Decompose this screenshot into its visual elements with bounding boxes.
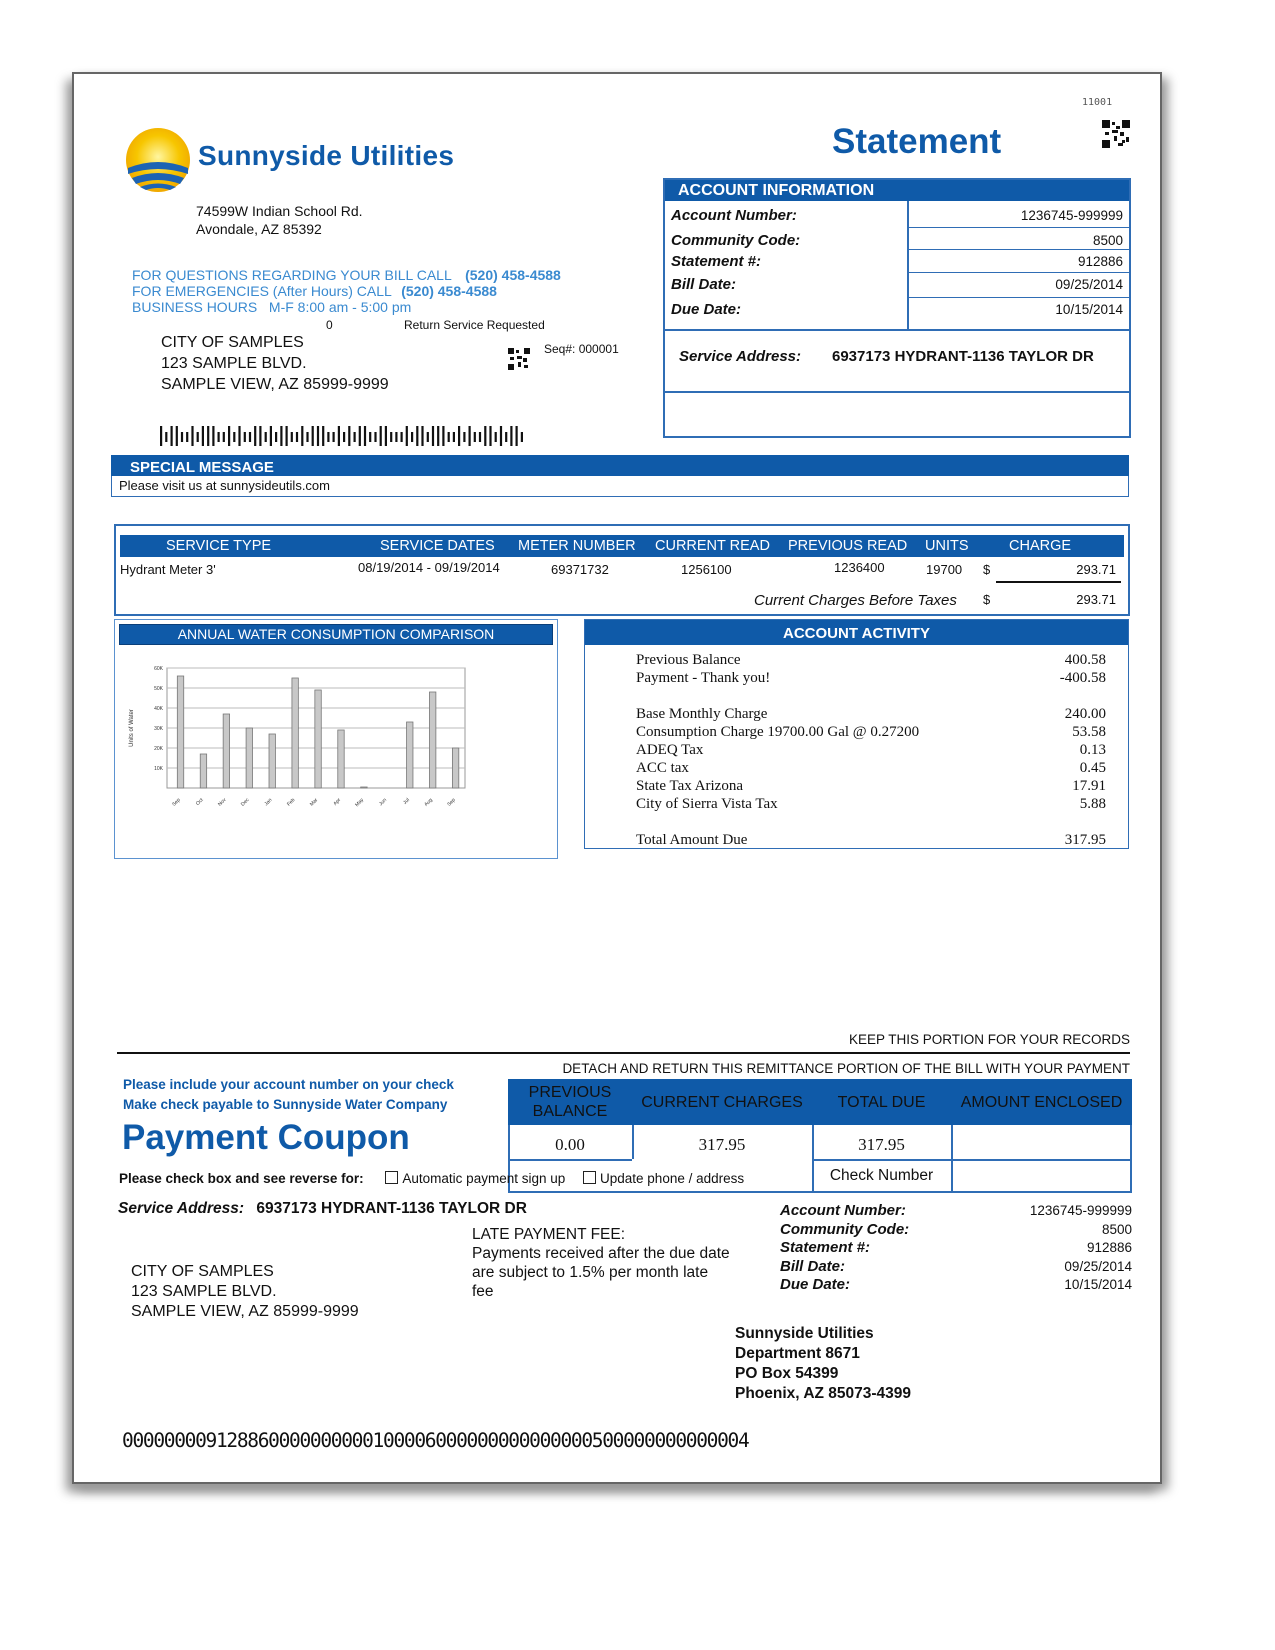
barcode-bar bbox=[317, 426, 319, 446]
late-fee-title: LATE PAYMENT FEE: bbox=[472, 1226, 626, 1243]
activity-item-label: Consumption Charge 19700.00 Gal @ 0.27200 bbox=[636, 724, 920, 740]
barcode-bar bbox=[207, 426, 209, 446]
company-address-2: Avondale, AZ 85392 bbox=[196, 221, 322, 237]
payment-coupon-title: Payment Coupon bbox=[122, 1118, 410, 1157]
remit-city: Phoenix, AZ 85073-4399 bbox=[735, 1385, 912, 1402]
account-info-value: 1236745-999999 bbox=[1020, 208, 1123, 223]
coupon-value: 317.95 bbox=[858, 1135, 905, 1154]
barcode-bar bbox=[233, 432, 235, 442]
chart-xtick-label: Oct bbox=[194, 797, 205, 807]
amount-enclosed-field[interactable] bbox=[951, 1130, 1132, 1160]
questions-label: FOR QUESTIONS REGARDING YOUR BILL CALL bbox=[132, 267, 452, 283]
service-table-header bbox=[120, 535, 1124, 557]
subtotal-label: Current Charges Before Taxes bbox=[754, 592, 957, 609]
account-info-label: Account Number: bbox=[671, 207, 797, 224]
activity-item-label: State Tax Arizona bbox=[636, 778, 743, 794]
cell-currency: $ bbox=[983, 562, 991, 577]
account-info-divider bbox=[665, 329, 1129, 331]
keep-portion-text: KEEP THIS PORTION FOR YOUR RECORDS bbox=[848, 1032, 1130, 1047]
barcode-bar bbox=[296, 432, 298, 442]
special-message-text: Please visit us at sunnysideutils.com bbox=[111, 476, 1129, 497]
barcode-bar bbox=[275, 432, 277, 442]
barcode-bar bbox=[521, 432, 523, 442]
activity-item-value: 17.91 bbox=[1072, 778, 1106, 794]
chart-xtick-label: Mar bbox=[308, 797, 320, 808]
chart-xtick-label: Sep bbox=[171, 797, 182, 808]
cell-charge: 293.71 bbox=[1076, 562, 1116, 577]
account-info-row-line bbox=[907, 297, 1129, 298]
barcode-bar bbox=[432, 426, 434, 446]
service-column-header: PREVIOUS READ bbox=[788, 538, 908, 554]
barcode-bar bbox=[348, 426, 350, 446]
activity-item-label: Payment - Thank you! bbox=[636, 670, 771, 686]
autopay-option[interactable] bbox=[385, 1171, 565, 1186]
barcode-bar bbox=[301, 426, 303, 446]
business-hours: BUSINESS HOURS M-F 8:00 am - 5:00 pm bbox=[132, 299, 412, 315]
seq-number: Seq#: 000001 bbox=[544, 342, 619, 356]
barcode-bar bbox=[369, 432, 371, 442]
account-info-value: 912886 bbox=[1077, 254, 1123, 269]
chart-title: ANNUAL WATER CONSUMPTION COMPARISON bbox=[119, 624, 553, 645]
service-table bbox=[114, 524, 1130, 616]
account-info-row-line bbox=[907, 227, 1129, 228]
barcode-bar bbox=[421, 426, 423, 446]
coupon-account-label: Bill Date: bbox=[780, 1257, 846, 1275]
remit-address bbox=[735, 1324, 911, 1404]
chart-xtick-label: Jul bbox=[402, 797, 411, 806]
barcode-bar bbox=[254, 426, 256, 446]
account-info-value: 10/15/2014 bbox=[1055, 302, 1123, 317]
cell-previous-read: 1236400 bbox=[834, 560, 885, 575]
barcode-bar bbox=[442, 426, 444, 446]
barcode-bar bbox=[479, 432, 481, 442]
coupon-account-label: Account Number: bbox=[780, 1202, 906, 1219]
service-column-header: CURRENT READ bbox=[655, 538, 770, 554]
coupon-column-header: TOTAL DUE bbox=[837, 1093, 926, 1111]
barcode-bar bbox=[343, 432, 345, 442]
service-column-header: METER NUMBER bbox=[518, 538, 636, 554]
barcode-bar bbox=[390, 432, 392, 442]
chart-ytick-label: 40K bbox=[154, 706, 163, 712]
coupon-account-value: 912886 bbox=[1086, 1240, 1132, 1255]
account-activity-list bbox=[585, 620, 1128, 848]
coupon-account-label: Statement #: bbox=[780, 1239, 871, 1256]
barcode-bar bbox=[463, 432, 465, 442]
coupon-value: 317.95 bbox=[698, 1135, 746, 1154]
barcode-bar bbox=[385, 426, 387, 446]
chart-xtick-label: Feb bbox=[286, 797, 297, 808]
account-info-header: ACCOUNT INFORMATION bbox=[665, 180, 1129, 201]
emergency-label: FOR EMERGENCIES (After Hours) CALL bbox=[132, 283, 392, 299]
barcode-bar bbox=[411, 432, 413, 442]
remit-po: PO Box 54399 bbox=[735, 1365, 839, 1382]
check-instructions bbox=[123, 1075, 454, 1115]
barcode-bar bbox=[171, 426, 173, 446]
barcode-bar bbox=[212, 426, 214, 446]
chart-bar bbox=[429, 692, 435, 788]
activity-item-label: Total Amount Due bbox=[636, 832, 748, 848]
coupon-account-label: Due Date: bbox=[780, 1276, 851, 1293]
chart-bar bbox=[407, 722, 413, 788]
detach-line bbox=[117, 1052, 1130, 1054]
sun-logo-icon bbox=[124, 126, 192, 194]
barcode-bar bbox=[176, 426, 178, 446]
activity-item-value: -400.58 bbox=[1059, 670, 1106, 686]
chart-bar bbox=[292, 678, 298, 788]
late-fee-line2: are subject to 1.5% per month late bbox=[472, 1264, 709, 1281]
consumption-chart bbox=[115, 658, 557, 858]
activity-item-value: 53.58 bbox=[1072, 724, 1106, 740]
barcode-bar bbox=[322, 426, 324, 446]
coupon-column-line bbox=[632, 1125, 634, 1159]
postal-barcode-icon bbox=[160, 426, 526, 446]
barcode-bar bbox=[327, 432, 329, 442]
account-info-label: Due Date: bbox=[671, 301, 742, 318]
barcode-bar bbox=[453, 432, 455, 442]
cell-service-dates: 08/19/2014 - 09/19/2014 bbox=[358, 560, 500, 575]
ocr-scanline: 000000009128860000000000100006000000000000000500000000000004 bbox=[122, 1429, 749, 1452]
cell-units: 19700 bbox=[926, 562, 963, 577]
service-column-header: SERVICE DATES bbox=[380, 538, 495, 554]
barcode-bar bbox=[448, 432, 450, 442]
statement-title: Statement bbox=[832, 122, 1002, 161]
barcode-bar bbox=[395, 432, 397, 442]
chart-ytick-label: 10K bbox=[154, 766, 163, 772]
emergency-line bbox=[132, 283, 497, 299]
chart-xtick-label: Dec bbox=[239, 797, 251, 808]
barcode-bar bbox=[265, 432, 267, 442]
chart-y-axis-label: Units of Water bbox=[129, 709, 135, 747]
barcode-bar bbox=[469, 426, 471, 446]
service-column-header: CHARGE bbox=[1009, 538, 1072, 554]
checkbox-prompt: Please check box and see reverse for: bbox=[119, 1171, 364, 1186]
barcode-bar bbox=[510, 426, 512, 446]
barcode-bar bbox=[280, 426, 282, 446]
barcode-bar bbox=[516, 426, 518, 446]
coupon-column-header: CURRENT CHARGES bbox=[641, 1093, 803, 1111]
mail-zero: 0 bbox=[326, 318, 333, 332]
coupon-customer-city: SAMPLE VIEW, AZ 85999-9999 bbox=[131, 1303, 359, 1320]
chart-xtick-label: Nov bbox=[217, 797, 228, 808]
barcode-bar bbox=[181, 432, 183, 442]
chart-xtick-label: Sep bbox=[446, 797, 457, 808]
barcode-bar bbox=[354, 432, 356, 442]
update-address-label: Update phone / address bbox=[600, 1171, 745, 1186]
qr-code-icon bbox=[1102, 120, 1130, 148]
activity-item-label: ADEQ Tax bbox=[636, 742, 704, 758]
barcode-bar bbox=[364, 426, 366, 446]
coupon-account-value: 8500 bbox=[1101, 1221, 1132, 1237]
account-info-value: 09/25/2014 bbox=[1055, 277, 1123, 292]
remit-dept: Department 8671 bbox=[735, 1345, 860, 1362]
questions-line bbox=[132, 267, 561, 283]
service-address-value: 6937173 HYDRANT-1136 TAYLOR DR bbox=[832, 348, 1094, 365]
chart-bar bbox=[361, 787, 367, 788]
company-name: Sunnyside Utilities bbox=[198, 140, 455, 171]
late-fee-line3: fee bbox=[472, 1283, 494, 1300]
charge-underline bbox=[996, 581, 1121, 583]
chart-xtick-label: Jan bbox=[263, 797, 274, 808]
barcode-bar bbox=[186, 432, 188, 442]
chart-ytick-label: 60K bbox=[154, 666, 163, 672]
coupon-row-line bbox=[508, 1159, 632, 1161]
update-address-checkbox[interactable] bbox=[583, 1171, 596, 1184]
barcode-bar bbox=[416, 426, 418, 446]
detach-text: DETACH AND RETURN THIS REMITTANCE PORTION OF THE BILL WITH YOUR PAYMENT bbox=[562, 1061, 1130, 1076]
chart-bar bbox=[246, 728, 252, 788]
account-info-value: 8500 bbox=[1092, 233, 1123, 248]
barcode-bar bbox=[484, 426, 486, 446]
autopay-checkbox[interactable] bbox=[385, 1171, 398, 1184]
subtotal-value: 293.71 bbox=[1076, 592, 1116, 607]
late-fee-line1: Payments received after the due date bbox=[472, 1245, 730, 1262]
barcode-bar bbox=[238, 426, 240, 446]
barcode-bar bbox=[197, 432, 199, 442]
barcode-bar bbox=[160, 426, 162, 446]
barcode-bar bbox=[505, 432, 507, 442]
chart-ytick-label: 30K bbox=[154, 726, 163, 732]
coupon-customer-name: CITY OF SAMPLES bbox=[131, 1263, 274, 1280]
service-column-header: SERVICE TYPE bbox=[166, 538, 272, 554]
activity-item-label: Base Monthly Charge bbox=[636, 706, 768, 722]
mail-qr-icon bbox=[508, 348, 530, 370]
late-fee-notice bbox=[472, 1225, 730, 1301]
return-service: Return Service Requested bbox=[404, 318, 545, 332]
barcode-bar bbox=[165, 432, 167, 442]
checkbox-row bbox=[119, 1171, 744, 1186]
barcode-bar bbox=[374, 432, 376, 442]
account-activity-box bbox=[584, 619, 1129, 849]
barcode-bar bbox=[359, 426, 361, 446]
service-address-divider bbox=[665, 391, 1129, 393]
barcode-bar bbox=[244, 432, 246, 442]
activity-item-label: ACC tax bbox=[636, 760, 689, 776]
special-message-box bbox=[111, 455, 1129, 497]
chart-bar bbox=[315, 690, 321, 788]
special-message-header: SPECIAL MESSAGE bbox=[111, 455, 1129, 476]
service-address-label: Service Address: bbox=[679, 348, 802, 365]
account-info-row-line bbox=[907, 249, 1129, 250]
account-info-column-line bbox=[907, 201, 909, 329]
barcode-bar bbox=[338, 426, 340, 446]
activity-item-label: City of Sierra Vista Tax bbox=[636, 796, 778, 812]
include-account-text: Please include your account number on your check bbox=[123, 1077, 454, 1092]
cell-service-type: Hydrant Meter 3' bbox=[120, 562, 216, 577]
coupon-account-value: 09/25/2014 bbox=[1064, 1258, 1132, 1274]
activity-item-value: 317.95 bbox=[1064, 832, 1106, 848]
chart-bar bbox=[338, 730, 344, 788]
chart-bar bbox=[177, 676, 183, 788]
account-info-label: Community Code: bbox=[671, 232, 801, 249]
barcode-bar bbox=[500, 426, 502, 446]
cell-meter-number: 69371732 bbox=[551, 562, 609, 577]
emergency-phone[interactable]: (520) 458-4588 bbox=[401, 283, 497, 299]
account-info-rows bbox=[665, 201, 1129, 329]
barcode-bar bbox=[306, 432, 308, 442]
chart-xtick-label: Apr bbox=[332, 797, 343, 807]
barcode-bar bbox=[406, 426, 408, 446]
barcode-bar bbox=[249, 432, 251, 442]
barcode-bar bbox=[474, 432, 476, 442]
questions-phone[interactable]: (520) 458-4588 bbox=[465, 267, 561, 283]
coupon-value: 0.00 bbox=[555, 1135, 585, 1154]
bill-page bbox=[72, 72, 1162, 1484]
remit-name: Sunnyside Utilities bbox=[735, 1325, 874, 1342]
coupon-column-header: AMOUNT ENCLOSED bbox=[960, 1093, 1123, 1111]
account-info-box bbox=[663, 178, 1131, 438]
chart-xtick-label: May bbox=[354, 797, 366, 809]
activity-item-value: 0.45 bbox=[1079, 760, 1106, 776]
barcode-bar bbox=[427, 432, 429, 442]
barcode-bar bbox=[333, 432, 335, 442]
activity-item-value: 0.13 bbox=[1079, 742, 1106, 758]
coupon-account-value: 1236745-999999 bbox=[1029, 1203, 1132, 1218]
mail-street: 123 SAMPLE BLVD. bbox=[161, 355, 307, 372]
barcode-bar bbox=[489, 426, 491, 446]
chart-bar bbox=[269, 734, 275, 788]
chart-bar bbox=[223, 714, 229, 788]
company-address-1: 74599W Indian School Rd. bbox=[196, 203, 363, 219]
account-info-label: Bill Date: bbox=[671, 276, 737, 293]
check-number-label: Check Number bbox=[829, 1167, 934, 1184]
coupon-customer-address bbox=[131, 1262, 359, 1322]
coupon-service-address bbox=[118, 1200, 527, 1218]
cell-current-read: 1256100 bbox=[681, 562, 732, 577]
barcode-bar bbox=[191, 426, 193, 446]
account-info-label: Statement #: bbox=[671, 253, 762, 270]
coupon-column-header: PREVIOUS BALANCE bbox=[528, 1084, 612, 1120]
service-column-header: UNITS bbox=[925, 538, 969, 554]
mailing-address bbox=[161, 332, 389, 395]
coupon-customer-street: 123 SAMPLE BLVD. bbox=[131, 1283, 277, 1300]
consumption-chart-box bbox=[114, 619, 558, 859]
barcode-bar bbox=[291, 432, 293, 442]
barcode-bar bbox=[401, 432, 403, 442]
barcode-bar bbox=[286, 426, 288, 446]
coupon-account-label: Community Code: bbox=[780, 1220, 910, 1238]
barcode-bar bbox=[495, 432, 497, 442]
chart-xtick-label: Jun bbox=[378, 797, 389, 808]
barcode-bar bbox=[223, 432, 225, 442]
activity-item-value: 240.00 bbox=[1064, 706, 1106, 722]
chart-bar bbox=[452, 748, 458, 788]
chart-ytick-label: 20K bbox=[154, 746, 163, 752]
chart-ytick-label: 50K bbox=[154, 686, 163, 692]
barcode-bar bbox=[202, 426, 204, 446]
coupon-account-info bbox=[780, 1202, 1132, 1297]
autopay-label: Automatic payment sign up bbox=[402, 1171, 566, 1186]
barcode-bar bbox=[312, 426, 314, 446]
check-number-field[interactable] bbox=[953, 1161, 1128, 1191]
activity-item-value: 5.88 bbox=[1079, 796, 1106, 812]
account-info-row-line bbox=[907, 272, 1129, 273]
payable-to-text: Make check payable to Sunnyside Water Company bbox=[123, 1097, 448, 1112]
chart-xtick-label: Aug bbox=[423, 797, 434, 808]
barcode-bar bbox=[270, 426, 272, 446]
mail-city: SAMPLE VIEW, AZ 85999-9999 bbox=[161, 376, 389, 393]
update-address-option[interactable] bbox=[583, 1171, 744, 1186]
activity-item-label: Previous Balance bbox=[636, 652, 741, 668]
barcode-bar bbox=[380, 426, 382, 446]
chart-bar bbox=[200, 754, 206, 788]
subtotal-currency: $ bbox=[983, 592, 991, 607]
barcode-bar bbox=[259, 426, 261, 446]
doc-code: 11001 bbox=[1082, 97, 1113, 108]
barcode-bar bbox=[458, 426, 460, 446]
barcode-bar bbox=[218, 432, 220, 442]
coupon-service-value: 6937173 HYDRANT-1136 TAYLOR DR bbox=[256, 1200, 527, 1217]
coupon-service-label: Service Address: bbox=[118, 1200, 245, 1217]
coupon-account-value: 10/15/2014 bbox=[1064, 1277, 1132, 1292]
account-activity-header: ACCOUNT ACTIVITY bbox=[585, 620, 1128, 645]
mail-name: CITY OF SAMPLES bbox=[161, 334, 304, 351]
barcode-bar bbox=[228, 426, 230, 446]
activity-item-value: 400.58 bbox=[1064, 652, 1106, 668]
barcode-bar bbox=[437, 426, 439, 446]
